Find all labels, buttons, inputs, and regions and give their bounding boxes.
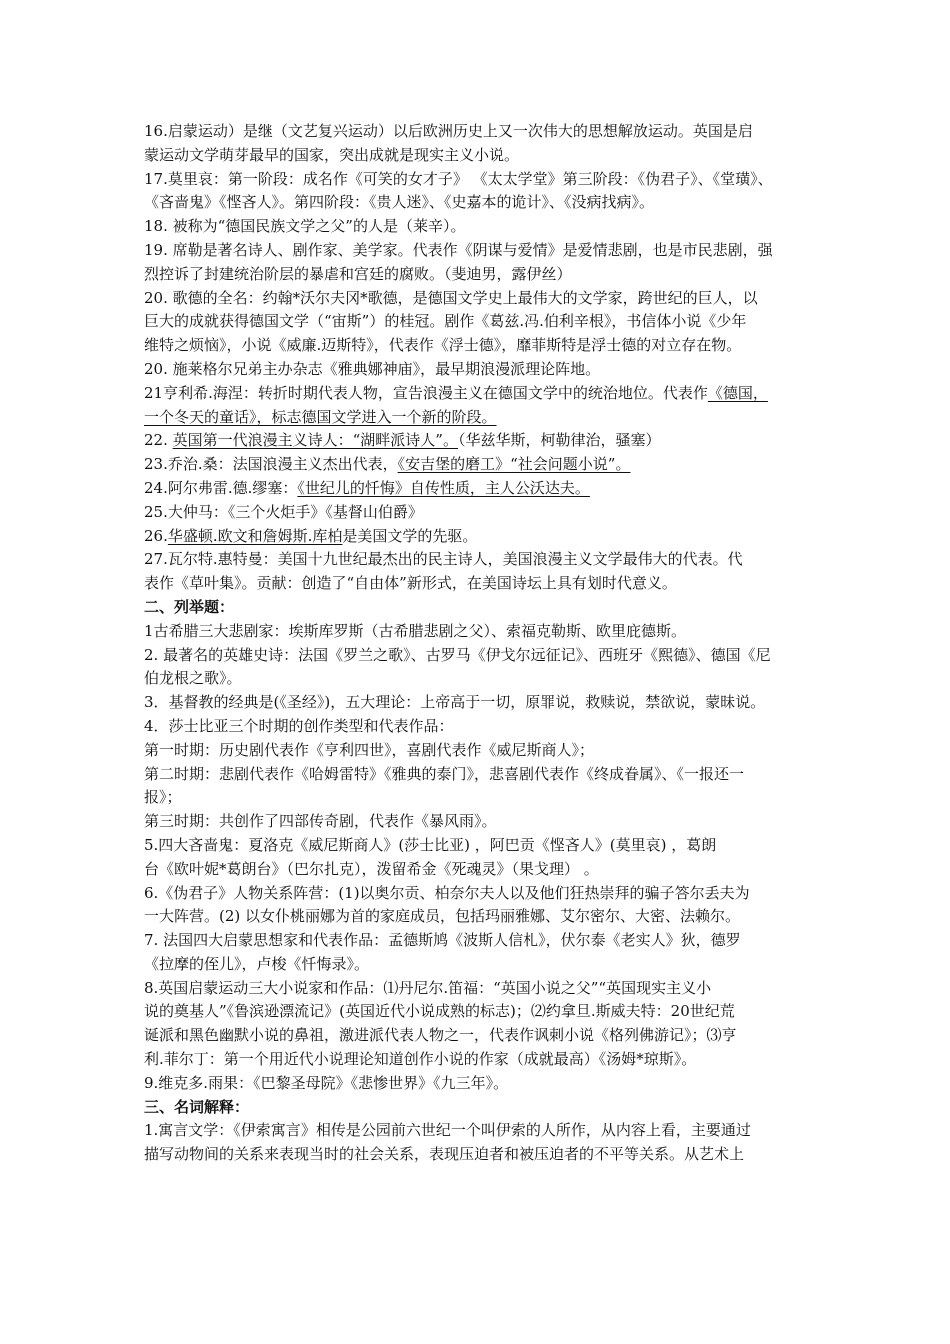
text-segment: 诞派和黑色幽默小说的鼻祖，激进派代表人物之一，代表作讽刺小说《格列佛游记》；⑶亨 bbox=[144, 1026, 737, 1045]
text-line bbox=[144, 239, 812, 263]
text-segment: 描写动物间的关系来表现当时的社会关系，表现压迫者和被压迫者的不平等关系。从艺术上 bbox=[144, 1145, 745, 1164]
text-line bbox=[144, 858, 812, 882]
text-line bbox=[144, 358, 812, 382]
text-line bbox=[144, 739, 812, 763]
text-line bbox=[144, 905, 812, 929]
text-line bbox=[144, 382, 812, 406]
text-line bbox=[144, 572, 812, 596]
text-line bbox=[144, 882, 812, 906]
text-line bbox=[144, 120, 812, 144]
text-segment: 第一时期：历史剧代表作《亨利四世》，喜剧代表作《威尼斯商人》； bbox=[144, 740, 595, 759]
text-line bbox=[144, 644, 812, 668]
text-line bbox=[144, 1072, 812, 1096]
underlined-text: 《德国， bbox=[707, 383, 768, 402]
text-segment: 是美国文学的先驱。 bbox=[342, 526, 478, 545]
text-segment: 27.瓦尔特.惠特曼：美国十九世纪最杰出的民主诗人，美国浪漫主义文学最伟大的代表。代 bbox=[144, 550, 743, 569]
underlined-text: 《世纪儿的忏悔》自传性质，主人公沃达夫。 bbox=[297, 478, 590, 497]
text-line bbox=[144, 977, 812, 1001]
text-segment: 7. 法国四大启蒙思想家和代表作品：孟德斯鸠《波斯人信札》，伏尔泰《老实人》狄，德罗 bbox=[144, 931, 741, 950]
text-line bbox=[144, 929, 812, 953]
text-segment: 22. bbox=[144, 431, 173, 450]
text-line bbox=[144, 501, 812, 525]
text-segment: 20. 施莱格尔兄弟主办杂志《雅典娜神庙》，最早期浪漫派理论阵地。 bbox=[144, 359, 601, 378]
text-segment: 16.启蒙运动）是继（文艺复兴运动）以后欧洲历史上又一次伟大的思想解放运动。英国是启 bbox=[144, 122, 753, 140]
text-segment: 巨大的成就获得德国文学（“宙斯”）的桂冠。剧作《葛兹.冯.伯利辛根》，书信体小说《少年 bbox=[144, 312, 747, 331]
text-segment: 台《欧叶妮*葛朗台》（巴尔扎克），泼留希金《死魂灵》（果戈理） 。 bbox=[144, 859, 599, 878]
text-segment: 8.英国启蒙运动三大小说家和作品：⑴丹尼尔.笛福：“英国小说之父”“英国现实主义小 bbox=[144, 978, 712, 997]
text-segment: 三、名词解释： bbox=[144, 1097, 250, 1116]
document-page bbox=[144, 120, 812, 1167]
text-line bbox=[144, 191, 812, 215]
text-line bbox=[144, 1048, 812, 1072]
text-segment: 蒙运动文学萌芽最早的国家，突出成就是现实主义小说。 bbox=[144, 145, 520, 164]
text-segment: 一大阵营。(2) 以女仆桃丽娜为首的家庭成员，包括玛丽雅娜、艾尔密尔、大密、法赖尔。 bbox=[144, 907, 741, 926]
text-segment: 21亨利希.海涅：转折时期代表人物，宣告浪漫主义在德国文学中的统治地位。代表作 bbox=[144, 383, 708, 402]
text-segment: 18. 被称为“德国民族文学之父”的人是（莱辛）。 bbox=[144, 217, 466, 236]
text-segment: 4．莎士比亚三个时期的创作类型和代表作品： bbox=[144, 716, 454, 735]
text-segment: 第三时期：共创作了四部传奇剧，代表作《暴风雨》。 bbox=[144, 812, 497, 831]
text-segment: 伯龙根之歌》。 bbox=[144, 669, 242, 688]
text-segment: 第二时期：悲剧代表作《哈姆雷特》《雅典的泰门》，悲喜剧代表作《终成眷属》、《一报还一 bbox=[144, 764, 745, 783]
text-line bbox=[144, 406, 812, 430]
text-line bbox=[144, 477, 812, 501]
text-segment: 1古希腊三大悲剧家：埃斯库罗斯（古希腊悲剧之父）、索福克勒斯、欧里庇德斯。 bbox=[144, 621, 687, 640]
text-line bbox=[144, 263, 812, 287]
text-line bbox=[144, 215, 812, 239]
text-line bbox=[144, 525, 812, 549]
text-line bbox=[144, 763, 812, 787]
section-heading bbox=[144, 1096, 812, 1120]
text-segment: 《拉摩的侄儿》，卢梭《忏悔录》。 bbox=[144, 954, 370, 973]
text-line bbox=[144, 1024, 812, 1048]
text-segment: 5.四大吝啬鬼：夏洛克《威尼斯商人》(莎士比亚) ，阿巴贡《悭吝人》(莫里哀) ，葛朗 bbox=[144, 835, 717, 854]
underlined-text: 华盛顿.欧文和詹姆斯.库柏 bbox=[167, 526, 343, 545]
text-segment: 3．基督教的经典是(《圣经》)，五大理论：上帝高于一切，原罪说，救赎说，禁欲说，蒙昧说。 bbox=[144, 693, 766, 712]
text-line bbox=[144, 1143, 812, 1167]
text-line bbox=[144, 287, 812, 311]
section-heading bbox=[144, 596, 812, 620]
underlined-text: 一个冬天的童话》，标志德国文学进入一个新的阶段。 bbox=[144, 407, 497, 426]
text-segment: 25.大仲马：《三个火炬手》《基督山伯爵》 bbox=[144, 502, 423, 521]
text-line bbox=[144, 334, 812, 358]
text-segment: 19. 席勒是著名诗人、剧作家、美学家。代表作《阴谋与爱情》是爱情悲剧，也是市民悲剧，强 bbox=[144, 240, 773, 259]
text-segment: 二、列举题： bbox=[144, 597, 235, 616]
underlined-text: 《安吉堡的磨工》“社会问题小说”。 bbox=[397, 455, 631, 474]
text-line bbox=[144, 1119, 812, 1143]
underlined-text: 英国第一代浪漫主义诗人：“湖畔派诗人”。 bbox=[172, 431, 458, 450]
text-line bbox=[144, 667, 812, 691]
text-line bbox=[144, 620, 812, 644]
text-segment: 利.菲尔丁：第一个用近代小说理论知道创作小说的作家（成就最高）《汤姆*琼斯》。 bbox=[144, 1050, 697, 1069]
text-line bbox=[144, 810, 812, 834]
text-line bbox=[144, 144, 812, 168]
text-line bbox=[144, 715, 812, 739]
text-line bbox=[144, 168, 812, 192]
text-segment: 24.阿尔弗雷.德.缪塞： bbox=[144, 478, 298, 497]
text-line bbox=[144, 310, 812, 334]
text-line bbox=[144, 953, 812, 977]
text-segment: （华兹华斯，柯勒律治，骚塞） bbox=[457, 431, 661, 450]
text-segment: 表作《草叶集》。贡献：创造了“自由体”新形式，在美国诗坛上具有划时代意义。 bbox=[144, 574, 677, 593]
text-segment: 烈控诉了封建统治阶层的暴虐和宫廷的腐败。（斐迪男，露伊丝） bbox=[144, 264, 572, 283]
text-segment: 17.莫里哀：第一阶段：成名作《可笑的女才子》 《太太学堂》第三阶段：《伪君子》、《堂璜》、 bbox=[144, 169, 773, 188]
text-segment: 1.寓言文学：《伊索寓言》相传是公园前六世纪一个叫伊索的人所作，从内容上看，主要通过 bbox=[144, 1121, 751, 1140]
text-segment: 报》； bbox=[144, 788, 182, 807]
text-segment: 说的奠基人”《鲁滨逊漂流记》(英国近代小说成熟的标志)；⑵约拿旦.斯威夫特：20世纪荒 bbox=[144, 1002, 735, 1021]
text-segment: 20. 歌德的全名：约翰*沃尔夫冈*歌德，是德国文学史上最伟大的文学家，跨世纪的巨人，以 bbox=[144, 288, 758, 307]
text-line bbox=[144, 453, 812, 477]
text-line bbox=[144, 691, 812, 715]
text-segment: 《吝啬鬼》《悭吝人》。第四阶段：《贵人迷》、《史嘉本的诡计》、《没病找病》。 bbox=[144, 193, 655, 212]
text-segment: 维特之烦恼》，小说《威廉.迈斯特》，代表作《浮士德》，靡菲斯特是浮士德的对立存在物。 bbox=[144, 336, 742, 355]
text-line bbox=[144, 834, 812, 858]
text-segment: 26. bbox=[144, 526, 168, 545]
text-segment: 2. 最著名的英雄史诗：法国《罗兰之歌》、古罗马《伊戈尔远征记》、西班牙《熙德》、德国《尼 bbox=[144, 645, 771, 664]
text-line bbox=[144, 429, 812, 453]
text-segment: 9.维克多.雨果：《巴黎圣母院》《悲惨世界》《九三年》。 bbox=[144, 1073, 509, 1092]
text-line bbox=[144, 548, 812, 572]
text-line bbox=[144, 786, 812, 810]
text-line bbox=[144, 1000, 812, 1024]
text-segment: 6.《伪君子》人物关系阵营：(1)以奥尔贡、柏奈尔夫人以及他们狂热崇拜的骗子答尔丢夫为 bbox=[144, 883, 750, 902]
text-segment: 23.乔治.桑：法国浪漫主义杰出代表， bbox=[144, 455, 398, 474]
